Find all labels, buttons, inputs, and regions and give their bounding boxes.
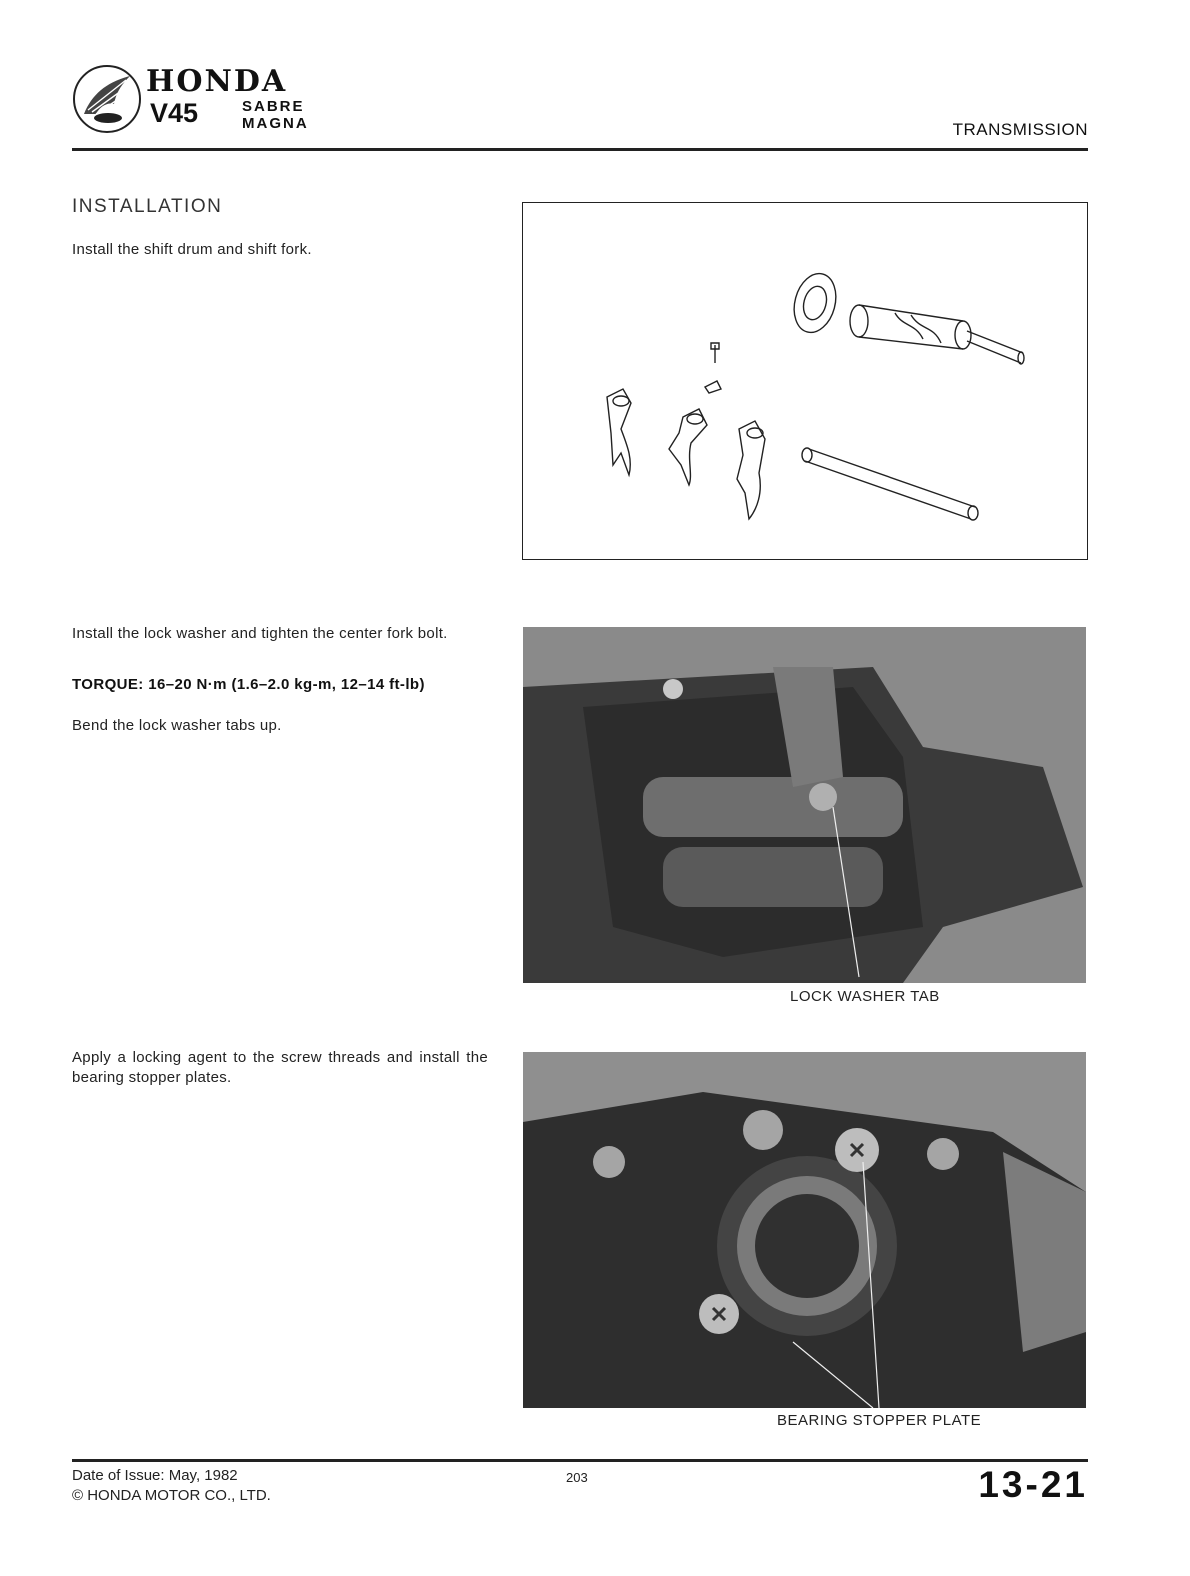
bearing-stopper-photo-image bbox=[523, 1052, 1086, 1408]
lock-washer-photo-image bbox=[523, 627, 1086, 983]
section-title: TRANSMISSION bbox=[952, 120, 1088, 139]
step-install-shift-drum: Install the shift drum and shift fork. bbox=[72, 241, 312, 258]
issue-date: Date of Issue: May, 1982 bbox=[72, 1467, 238, 1484]
model-variant-sabre: SABRE bbox=[242, 98, 305, 115]
section-page-number: 13-21 bbox=[978, 1464, 1088, 1505]
bearing-stopper-plate-caption: BEARING STOPPER PLATE bbox=[777, 1412, 982, 1429]
shift-drum-fork-drawing bbox=[523, 203, 1087, 559]
shift-drum-fork-diagram bbox=[522, 202, 1088, 560]
honda-wing-logo-icon bbox=[72, 64, 142, 134]
header-divider bbox=[72, 148, 1088, 151]
footer-divider bbox=[72, 1459, 1088, 1462]
lock-washer-photo bbox=[523, 627, 1086, 983]
torque-spec: TORQUE: 16–20 N·m (1.6–2.0 kg-m, 12–14 ft-lb) bbox=[72, 676, 425, 693]
model-name: V45 bbox=[150, 98, 199, 128]
step-install-lock-washer: Install the lock washer and tighten the center fork bolt. bbox=[72, 625, 448, 642]
step-bearing-stopper: Apply a locking agent to the screw threads and install the bearing stopper plates. bbox=[72, 1049, 488, 1086]
step-bend-tabs: Bend the lock washer tabs up. bbox=[72, 717, 282, 734]
installation-heading: INSTALLATION bbox=[72, 196, 223, 217]
page-number: 203 bbox=[566, 1470, 588, 1485]
lock-washer-tab-caption: LOCK WASHER TAB bbox=[790, 988, 940, 1005]
brand-name: HONDA bbox=[146, 64, 288, 99]
copyright: © HONDA MOTOR CO., LTD. bbox=[72, 1487, 271, 1504]
model-variant-magna: MAGNA bbox=[242, 115, 309, 132]
bearing-stopper-photo bbox=[523, 1052, 1086, 1408]
